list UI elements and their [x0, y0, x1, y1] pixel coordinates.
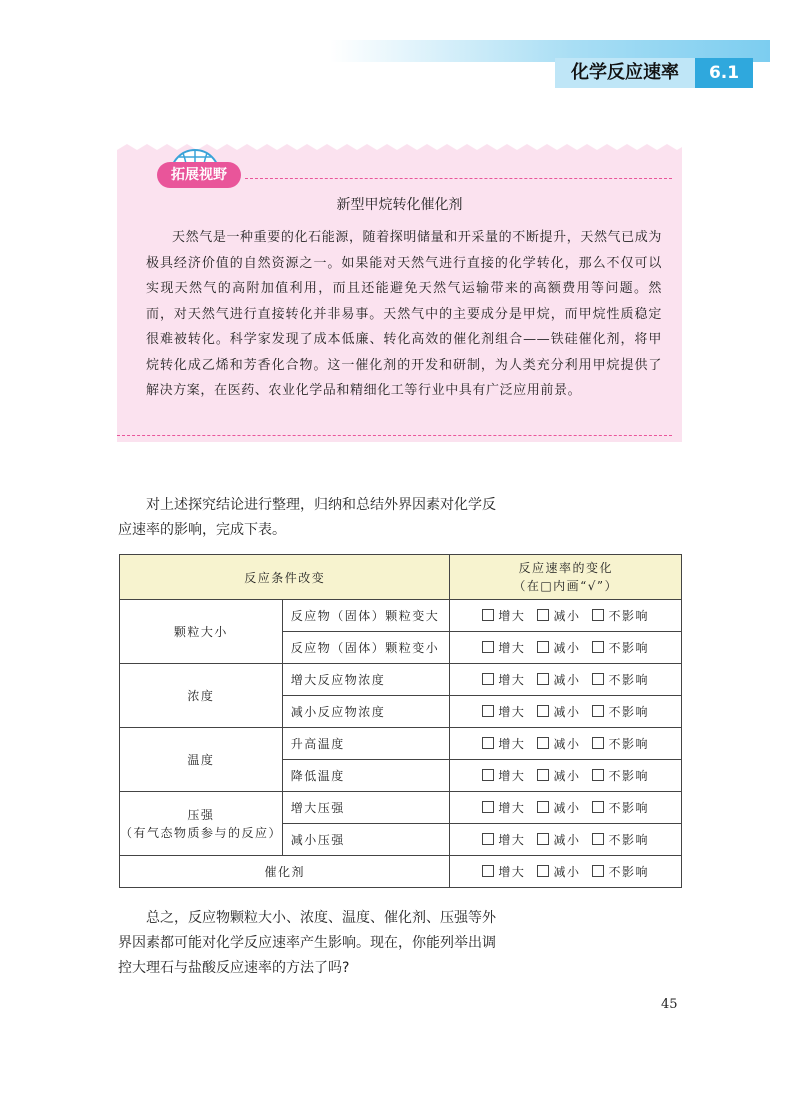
extension-title: 新型甲烷转化催化剂 [336, 197, 463, 213]
checkbox[interactable] [537, 801, 549, 813]
extension-top-divider [245, 178, 672, 179]
option-increase[interactable] [482, 801, 525, 815]
option-increase[interactable] [482, 737, 525, 751]
checkbox[interactable] [537, 833, 549, 845]
checkbox[interactable] [537, 769, 549, 781]
group-label-note: （有气态物质参与的反应） [120, 825, 283, 840]
condition-label: 减小反应物浓度 [282, 696, 450, 728]
condition-label: 增大压强 [282, 792, 450, 824]
option-no-effect[interactable] [592, 705, 649, 719]
option-decrease[interactable] [537, 737, 580, 751]
header-rate-change-line1: 反应速率的变化 [518, 561, 613, 575]
option-decrease[interactable] [537, 673, 580, 687]
option-no-effect[interactable] [592, 609, 649, 623]
option-increase[interactable] [482, 865, 525, 879]
table-row [120, 728, 682, 760]
table-header-row [120, 555, 682, 600]
chapter-title: 化学反应速率 [555, 58, 695, 88]
checkbox[interactable] [537, 705, 549, 717]
condition-label: 反应物（固体）颗粒变大 [282, 600, 450, 632]
table-row [120, 792, 682, 824]
option-increase[interactable] [482, 609, 525, 623]
option-increase[interactable] [482, 833, 525, 847]
option-label: 不影响 [608, 865, 649, 879]
option-label: 不影响 [608, 705, 649, 719]
group-label [120, 792, 283, 856]
catalyst-label: 催化剂 [120, 856, 450, 888]
condition-label: 减小压强 [282, 824, 450, 856]
checkbox[interactable] [592, 641, 604, 653]
option-label: 不影响 [608, 833, 649, 847]
checkbox[interactable] [592, 609, 604, 621]
answer-options [450, 664, 682, 696]
checkbox[interactable] [482, 609, 494, 621]
table-row [120, 664, 682, 696]
header-rate-change [450, 555, 682, 600]
checkbox[interactable] [592, 769, 604, 781]
option-label: 减小 [553, 833, 581, 847]
group-label: 浓度 [120, 664, 283, 728]
answer-options [450, 600, 682, 632]
option-label: 增大 [498, 737, 526, 751]
checkbox[interactable] [482, 833, 494, 845]
header-rate-change-line2: （在□内画“√”） [513, 579, 619, 593]
option-no-effect[interactable] [592, 833, 649, 847]
checkbox[interactable] [482, 801, 494, 813]
checkbox[interactable] [592, 705, 604, 717]
option-label: 增大 [498, 833, 526, 847]
checkbox[interactable] [482, 737, 494, 749]
option-label: 减小 [553, 769, 581, 783]
checkbox[interactable] [537, 641, 549, 653]
option-label: 增大 [498, 769, 526, 783]
checkbox[interactable] [537, 673, 549, 685]
answer-options [450, 856, 682, 888]
option-label: 增大 [498, 865, 526, 879]
checkbox[interactable] [482, 769, 494, 781]
checkbox[interactable] [482, 673, 494, 685]
group-label: 温度 [120, 728, 283, 792]
option-label: 减小 [553, 865, 581, 879]
extension-tag: 拓展视野 [157, 162, 241, 188]
option-decrease[interactable] [537, 641, 580, 655]
intro-paragraph: 对上述探究结论进行整理，归纳和总结外界因素对化学反应速率的影响，完成下表。 [118, 497, 496, 538]
checkbox[interactable] [537, 737, 549, 749]
option-label: 不影响 [608, 673, 649, 687]
option-decrease[interactable] [537, 833, 580, 847]
option-label: 增大 [498, 705, 526, 719]
option-increase[interactable] [482, 705, 525, 719]
extension-box [117, 150, 682, 442]
checkbox[interactable] [482, 641, 494, 653]
checkbox[interactable] [537, 865, 549, 877]
checkbox[interactable] [592, 737, 604, 749]
conclusion-paragraph: 总之，反应物颗粒大小、浓度、温度、催化剂、压强等外界因素都可能对化学反应速率产生影响。现在，你能列举出调控大理石与盐酸反应速率的方法了吗? [118, 910, 496, 976]
option-label: 不影响 [608, 609, 649, 623]
answer-options [450, 760, 682, 792]
condition-label: 增大反应物浓度 [282, 664, 450, 696]
page-number: 45 [661, 997, 678, 1012]
option-label: 减小 [553, 609, 581, 623]
option-decrease[interactable] [537, 865, 580, 879]
answer-options [450, 696, 682, 728]
option-label: 增大 [498, 609, 526, 623]
option-label: 增大 [498, 801, 526, 815]
option-label: 减小 [553, 641, 581, 655]
option-label: 增大 [498, 673, 526, 687]
section-number: 6.1 [695, 58, 753, 88]
group-label-name: 压强 [187, 807, 215, 822]
table-row [120, 856, 682, 888]
checkbox[interactable] [592, 801, 604, 813]
checkbox[interactable] [482, 865, 494, 877]
checkbox[interactable] [592, 673, 604, 685]
answer-options [450, 792, 682, 824]
answer-options [450, 728, 682, 760]
extension-bottom-divider [117, 435, 672, 436]
table-row [120, 600, 682, 632]
option-no-effect[interactable] [592, 641, 649, 655]
header-condition: 反应条件改变 [120, 555, 450, 600]
option-label: 不影响 [608, 769, 649, 783]
answer-options [450, 824, 682, 856]
option-increase[interactable] [482, 641, 525, 655]
option-decrease[interactable] [537, 801, 580, 815]
reaction-rate-table [119, 554, 682, 888]
option-no-effect[interactable] [592, 865, 649, 879]
condition-label: 反应物（固体）颗粒变小 [282, 632, 450, 664]
checkbox[interactable] [537, 609, 549, 621]
answer-options [450, 632, 682, 664]
group-label: 颗粒大小 [120, 600, 283, 664]
checkbox[interactable] [592, 833, 604, 845]
option-label: 减小 [553, 801, 581, 815]
option-no-effect[interactable] [592, 673, 649, 687]
option-increase[interactable] [482, 769, 525, 783]
option-label: 减小 [553, 737, 581, 751]
option-decrease[interactable] [537, 769, 580, 783]
condition-label: 升高温度 [282, 728, 450, 760]
option-no-effect[interactable] [592, 801, 649, 815]
option-label: 减小 [553, 673, 581, 687]
option-label: 增大 [498, 641, 526, 655]
option-increase[interactable] [482, 673, 525, 687]
option-label: 不影响 [608, 737, 649, 751]
option-label: 不影响 [608, 801, 649, 815]
option-decrease[interactable] [537, 609, 580, 623]
checkbox[interactable] [592, 865, 604, 877]
checkbox[interactable] [482, 705, 494, 717]
option-no-effect[interactable] [592, 769, 649, 783]
condition-label: 降低温度 [282, 760, 450, 792]
extension-text: 天然气是一种重要的化石能源，随着探明储量和开采量的不断提升，天然气已成为极具经济价值的自然资源之一。如果能对天然气进行直接的化学转化，那么不仅可以实现天然气的高附加值利用，而且还能避免天然气运输带来的高额费用等问题。然而，对天然气进行直接转化并非易事。天然气中的主要成分是甲烷，而甲烷性质稳定很难被转化。科学家发现了成本低廉、转化高效的催化剂组合——铁硅催化剂，将甲烷转化成乙烯和芳香化合物。这一催化剂的开发和研制，为人类充分利用甲烷提供了解决方案，在医药、农业化学品和精细化工等行业中具有广泛应用前景。 [146, 230, 662, 398]
option-label: 不影响 [608, 641, 649, 655]
option-no-effect[interactable] [592, 737, 649, 751]
option-decrease[interactable] [537, 705, 580, 719]
option-label: 减小 [553, 705, 581, 719]
